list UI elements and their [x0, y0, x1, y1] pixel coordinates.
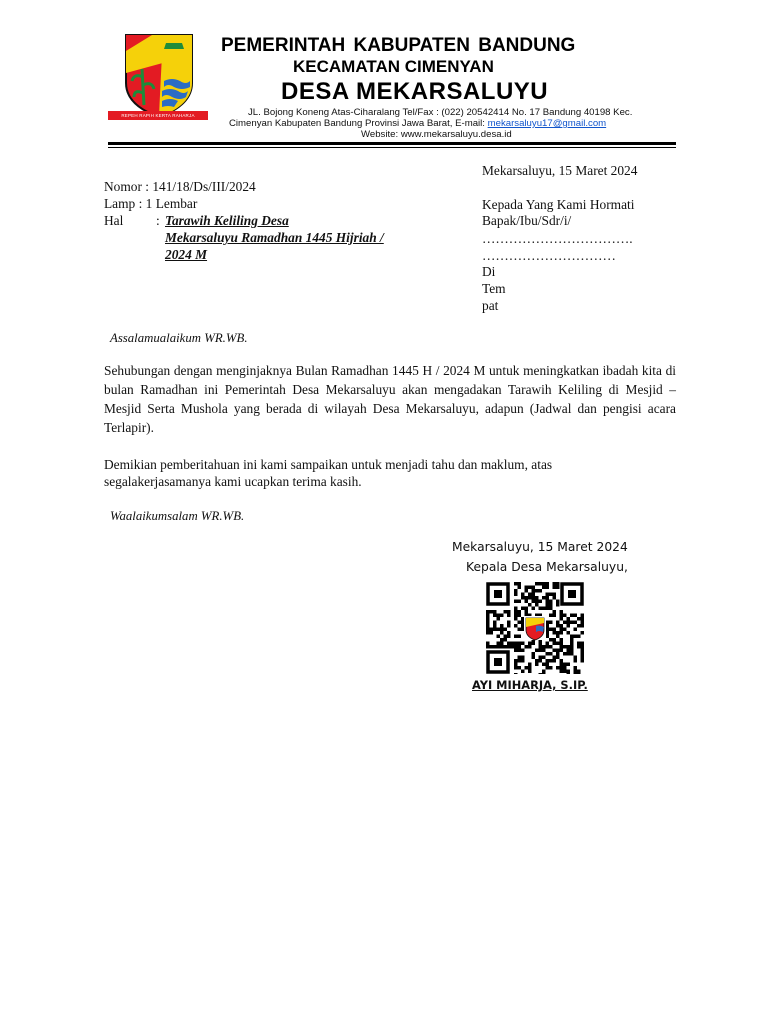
recipient-dots-2: ………………………… [482, 248, 616, 263]
letter-subject-line-3: 2024 M [165, 247, 208, 262]
signatory-name: AYI MIHARJA, S.IP. [472, 678, 588, 692]
letter-attachment: Lamp : 1 Lembar [104, 196, 198, 211]
signature-date: Mekarsaluyu, 15 Maret 2024 [452, 540, 628, 554]
website-line: Website: www.mekarsaluyu.desa.id [361, 129, 512, 140]
recipient-di: Di [482, 264, 496, 279]
address-line-1: JL. Bojong Koneng Atas-Ciharalang Tel/Fax : (022) 20542414 No. 17 Bandung 40198 Kec. [248, 107, 633, 118]
letterhead-government: PEMERINTAH KABUPATEN BANDUNG [221, 35, 576, 56]
letter-subject-line-1: Tarawih Keliling Desa [165, 213, 289, 228]
greeting: Assalamualaikum WR.WB. [110, 331, 248, 345]
letterhead-village: DESA MEKARSALUYU [281, 78, 549, 105]
logo-motto: REPEH RAPIH KERTA RAHARJA [108, 111, 208, 120]
letterhead-divider-thick [108, 142, 676, 145]
address-line-2 [229, 118, 606, 129]
qr-code-icon [486, 582, 584, 674]
signature-position: Kepala Desa Mekarsaluyu, [466, 560, 628, 574]
body-paragraph-2-line-2: segalakerjasamanya kami ucapkan terima kasih. [104, 474, 362, 489]
letterhead-divider-thin [108, 147, 676, 148]
letter-subject-line-2: Mekarsaluyu Ramadhan 1445 Hijriah / [165, 230, 384, 245]
closing-greeting: Waalaikumsalam WR.WB. [110, 509, 245, 523]
recipient-dots-1: ……………………………. [482, 231, 633, 246]
recipient-tem: Tem [482, 281, 506, 296]
letterhead-district: KECAMATAN CIMENYAN [293, 57, 494, 76]
body-paragraph-1: Sehubungan dengan menginjaknya Bulan Ramadhan 1445 H / 2024 M untuk meningkatkan ibadah kita di bulan Ramadhan ini Pemerintah Desa Mekarsaluyu akan mengadakan Tarawih Keliling di Mesjid – Mesjid Serta Mushola yang berada di wilayah Desa Mekarsaluyu, adapun (Jadwal dan pengisi acara Terlapir). [104, 363, 676, 435]
letter-subject-colon: : [156, 213, 160, 228]
recipient-line-2: Bapak/Ibu/Sdr/i/ [482, 213, 572, 228]
letter-subject-label: Hal [104, 213, 124, 228]
body-paragraph-2-line-1: Demikian pemberitahuan ini kami sampaikan untuk menjadi tahu dan maklum, atas [104, 457, 553, 472]
recipient-pat: pat [482, 298, 499, 313]
letter-date: Mekarsaluyu, 15 Maret 2024 [482, 163, 638, 178]
address-line-2-text: Cimenyan Kabupaten Bandung Provinsi Jawa Barat, E-mail: [229, 118, 488, 129]
recipient-line-1: Kepada Yang Kami Hormati [482, 197, 635, 212]
letter-number: Nomor : 141/18/Ds/III/2024 [104, 179, 256, 194]
email-link[interactable]: mekarsaluyu17@gmail.com [487, 118, 607, 129]
kabupaten-bandung-logo [122, 33, 196, 119]
